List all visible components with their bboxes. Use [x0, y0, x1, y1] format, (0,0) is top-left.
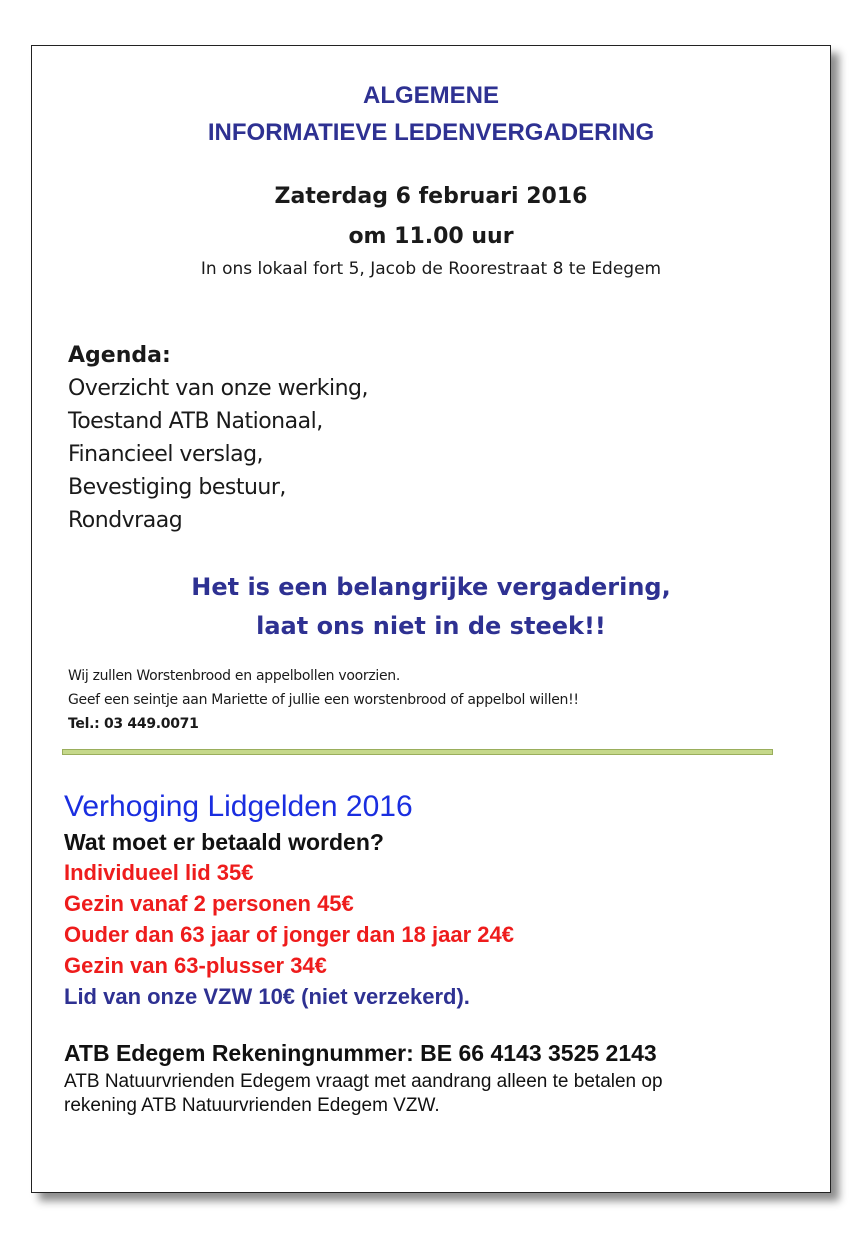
- meeting-date: Zaterdag 6 februari 2016: [274, 184, 588, 209]
- bank-note-line-2: rekening ATB Natuurvrienden Edegem VZW.: [64, 1095, 440, 1116]
- agenda-item: Toestand ATB Nationaal,: [68, 409, 323, 434]
- fee-item: Gezin vanaf 2 personen 45€: [64, 891, 354, 916]
- phone-number: Tel.: 03 449.0071: [68, 716, 199, 732]
- flyer-page: [31, 45, 831, 1193]
- fee-item: Gezin van 63-plusser 34€: [64, 953, 327, 978]
- food-note: Wij zullen Worstenbrood en appelbollen voorzien.: [68, 668, 401, 684]
- bank-note-line-1: ATB Natuurvrienden Edegem vraagt met aandrang alleen te betalen op: [64, 1071, 663, 1092]
- appeal-line-2: laat ons niet in de steek!!: [256, 612, 606, 640]
- agenda-item: Bevestiging bestuur,: [68, 475, 286, 500]
- title-line-1: ALGEMENE: [362, 82, 499, 109]
- agenda-list: [68, 372, 368, 537]
- agenda-item: Overzicht van onze werking,: [68, 376, 368, 401]
- fee-item: Lid van onze VZW 10€ (niet verzekerd).: [64, 984, 470, 1009]
- appeal-line-1: Het is een belangrijke vergadering,: [191, 573, 671, 601]
- order-note: Geef een seintje aan Mariette of jullie een worstenbrood of appelbol willen!!: [68, 692, 579, 708]
- title-line-2: INFORMATIEVE LEDENVERGADERING: [207, 119, 655, 146]
- fee-item: Ouder dan 63 jaar of jonger dan 18 jaar 24€: [64, 922, 514, 947]
- fee-item: Individueel lid 35€: [64, 860, 254, 885]
- fees-list: [64, 857, 514, 1012]
- meeting-time: om 11.00 uur: [348, 224, 514, 249]
- agenda-item: Financieel verslag,: [68, 442, 264, 467]
- meeting-location: In ons lokaal fort 5, Jacob de Roorestraat 8 te Edegem: [200, 259, 662, 279]
- agenda-item: Rondvraag: [68, 508, 183, 533]
- section-divider: [62, 749, 773, 755]
- fees-subtitle: Wat moet er betaald worden?: [64, 829, 384, 855]
- fees-title: Verhoging Lidgelden 2016: [64, 790, 413, 823]
- bank-account: ATB Edegem Rekeningnummer: BE 66 4143 3525 2143: [64, 1040, 657, 1066]
- agenda-heading: Agenda:: [68, 343, 171, 368]
